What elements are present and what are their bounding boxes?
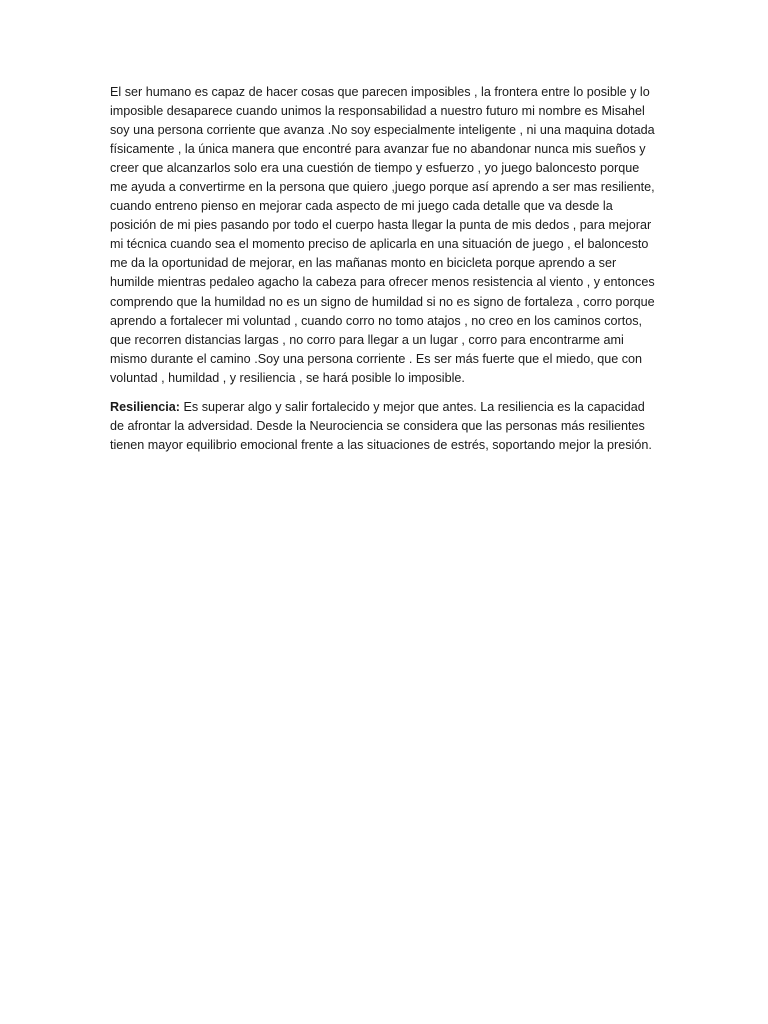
document-body [110,83,658,455]
main-paragraph: El ser humano es capaz de hacer cosas que parecen imposibles , la frontera entre lo posible y lo imposible desaparece cuando unimos la responsabilidad a nuestro futuro mi nombre es Misahel soy una persona corriente que avanza .No soy especialmente inteligente , ni una maquina dotada físicamente , la única manera que encontré para avanzar fue no abandonar nunca mis sueños y creer que alcanzarlos solo era una cuestión de tiempo y esfuerzo , yo juego baloncesto porque me ayuda a convertirme en la persona que quiero ,juego porque así aprendo a ser mas resiliente, cuando entreno pienso en mejorar cada aspecto de mi juego cada detalle que va desde la posición de mi pies pasando por todo el cuerpo hasta llegar la punta de mis dedos , para mejorar mi técnica cuando sea el momento preciso de aplicarla en una situación de juego , el baloncesto me da la oportunidad de mejorar, en las mañanas monto en bicicleta porque aprendo a ser humilde mientras pedaleo agacho la cabeza para ofrecer menos resistencia al viento , y entonces comprendo que la humildad no es un signo de humildad si no es signo de fortaleza , corro porque aprendo a fortalecer mi voluntad , cuando corro no tomo atajos , no creo en los caminos cortos, que recorren distancias largas , no corro para llegar a un lugar , corro para encontrarme ami mismo durante el camino .Soy una persona corriente . Es ser más fuerte que el miedo, que con voluntad , humildad , y resiliencia , se hará posible lo imposible. [110,85,655,385]
definition-term: Resiliencia: [110,399,180,414]
definition-text: Es superar algo y salir fortalecido y mejor que antes. La resiliencia es la capacidad de afrontar la adversidad. Desde la Neurociencia se considera que las personas más resilientes tienen mayor equilibrio emocional frente a las situaciones de estrés, soportando mejor la presión. [110,399,652,452]
definition-paragraph [110,398,658,455]
